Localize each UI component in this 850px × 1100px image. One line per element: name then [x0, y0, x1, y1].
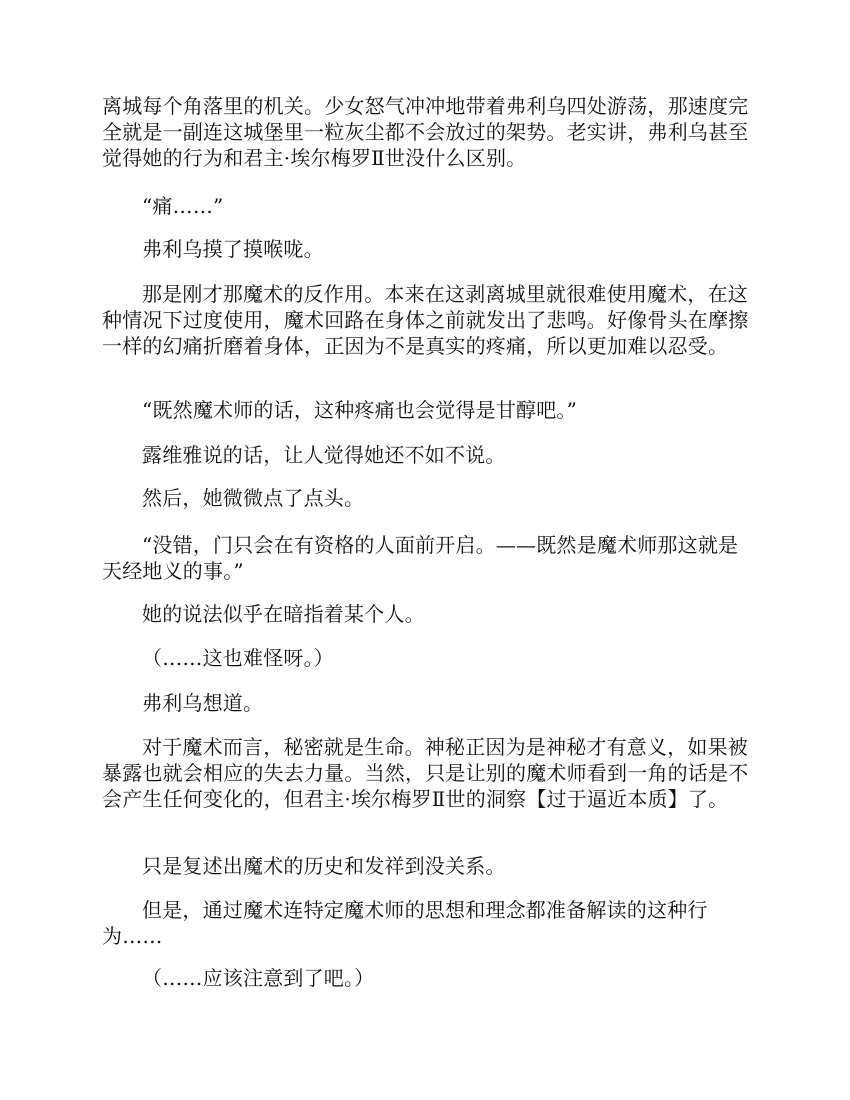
paragraph-11: 弗利乌想道。 — [142, 691, 264, 715]
paragraph-9: 她的说法似乎在暗指着某个人。 — [142, 602, 425, 626]
paragraph-2: “痛……” — [142, 194, 224, 218]
paragraph-5: “既然魔术师的话，这种疼痛也会觉得是甘醇吧。” — [142, 398, 578, 422]
paragraph-12: 对于魔术而言，秘密就是生命。神秘正因为是神秘才有意义，如果被暴露也就会相应的失去力量。当然，只是让别的魔术师看到一角的话是不会产生任何变化的，但君主·埃尔梅罗Ⅱ世的洞察【过于逼近本质】了。 — [102, 735, 749, 811]
paragraph-1: 离城每个角落里的机关。少女怒气冲冲地带着弗利乌四处游荡，那速度完全就是一副连这城堡里一粒灰尘都不会放过的架势。老实讲，弗利乌甚至觉得她的行为和君主·埃尔梅罗Ⅱ世没什么区别。 — [102, 94, 749, 170]
paragraph-13: 只是复述出魔术的历史和发祥到没关系。 — [142, 854, 506, 878]
paragraph-15: （……应该注意到了吧。） — [142, 966, 375, 990]
paragraph-3: 弗利乌摸了摸喉咙。 — [142, 237, 324, 261]
paragraph-4: 那是刚才那魔术的反作用。本来在这剥离城里就很难使用魔术，在这种情况下过度使用，魔术回路在身体之前就发出了悲鸣。好像骨头在摩擦一样的幻痛折磨着身体，正因为不是真实的疼痛，所以更加难以忍受。 — [102, 282, 749, 358]
paragraph-7: 然后，她微微点了点头。 — [142, 486, 365, 510]
paragraph-10: （……这也难怪呀。） — [142, 646, 334, 670]
paragraph-6: 露维雅说的话，让人觉得她还不如不说。 — [142, 443, 506, 467]
paragraph-14: 但是，通过魔术连特定魔术师的思想和理念都准备解读的这种行为…… — [102, 898, 708, 948]
paragraph-8: “没错，门只会在有资格的人面前开启。——既然是魔术师那这就是天经地义的事。” — [102, 533, 739, 583]
